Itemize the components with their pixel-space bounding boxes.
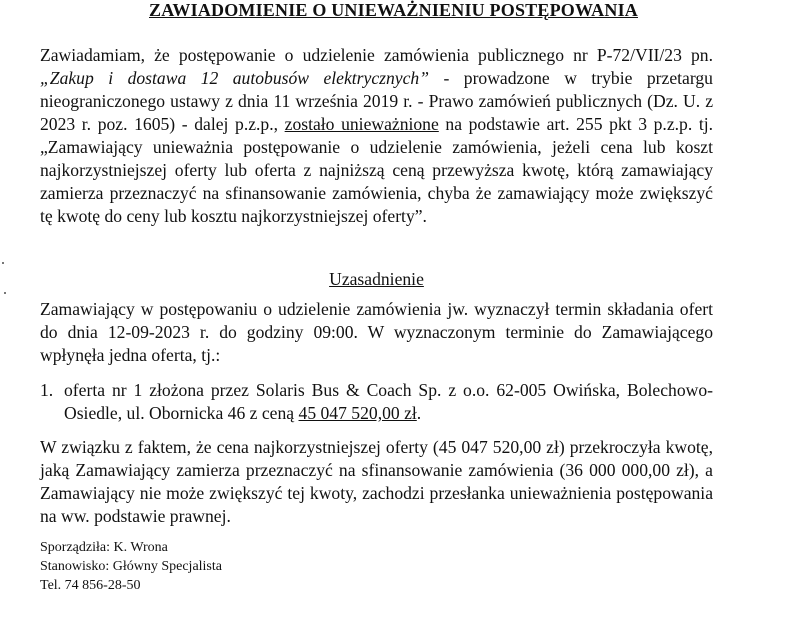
offer-price: 45 047 520,00 zł [298, 403, 417, 423]
scan-mark [2, 262, 4, 264]
intro-text-2: - prowadzone w trybie przetargu nieograniczonego ustawy z dnia 11 września 2019 r. - Prawo zamówień publicznych (Dz. U. z 2023 r. poz. 1605) - dalej p.z.p., [40, 68, 713, 134]
conclusion-paragraph: W związku z faktem, że cena najkorzystniejszej oferty (45 047 520,00 zł) przekroczyła kwotę, jaką Zamawiający zamierza przeznaczyć na sfinansowanie zamówienia (36 000 000,00 zł), a Zamawiający nie może zwiększyć tej kwoty, zachodzi przesłanka unieważnienia postępowania na ww. podstawie prawnej. [40, 437, 713, 526]
offer-text: oferta nr 1 złożona przez Solaris Bus & Coach Sp. z o.o. 62-005 Owińska, Bolechowo-Osiedle, ul. Obornicka 46 z ceną [64, 380, 713, 423]
document-title: ZAWIADOMIENIE O UNIEWAŻNIENIU POSTĘPOWANIA [149, 0, 638, 20]
justification-heading-text: Uzasadnienie [329, 269, 424, 289]
intro-text-1: Zawiadamiam, że postępowanie o udzielenie zamówienia publicznego nr P-72/VII/23 pn. [40, 45, 713, 65]
offer-end: . [416, 403, 422, 423]
intro-text-3: na podstawie art. 255 pkt 3 p.z.p. tj. „Zamawiający unieważnia postępowanie o udzielenie zamówienia, jeżeli cena lub koszt najkorzystniejszej oferty lub oferta z najniższą ceną przewyższa kwotę, którą zamawiający zamierza przeznaczyć na sfinansowanie zamówienia, chyba że zamawiający może zwiększyć tę kwotę do ceny lub kosztu najkorzystniejszej oferty”. [40, 114, 714, 226]
offer-item [64, 379, 713, 425]
annulled-phrase: zostało unieważnione [284, 114, 439, 134]
offer-number: 1. [40, 380, 54, 400]
scan-mark [4, 292, 6, 294]
intro-paragraph [40, 44, 713, 228]
tender-subject: „Zakup i dostawa 12 autobusów elektrycznych” [40, 68, 429, 88]
phone: Tel. 74 856-28-50 [40, 578, 141, 593]
justification-paragraph: Zamawiający w postępowaniu o udzielenie zamówienia jw. wyznaczył termin składania ofert do dnia 12-09-2023 r. do godziny 09:00. W wyznaczonym terminie do Zamawiającego wpłynęła jedna oferta, tj.: [40, 299, 713, 365]
justification-heading [40, 268, 713, 291]
prepared-by: Sporządziła: K. Wrona [40, 540, 168, 555]
position: Stanowisko: Główny Specjalista [40, 559, 222, 574]
